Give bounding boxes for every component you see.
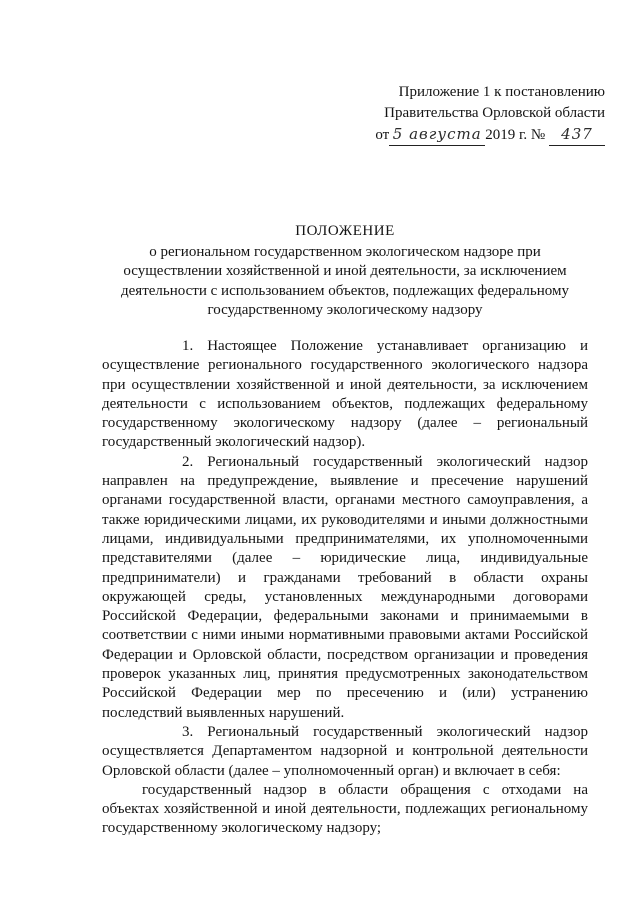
handwritten-date: 5 августа	[389, 124, 485, 146]
handwritten-number: 437	[549, 124, 605, 146]
paragraph	[102, 453, 588, 723]
paragraph-text: государственный надзор в области обращения с отходами на объектах хозяйственной и иной деятельности, подлежащих региональному государственному экологическому надзору;	[102, 781, 588, 837]
title-line-4: государственному экологическому надзору	[207, 302, 483, 318]
year-suffix: 2019 г. №	[485, 127, 546, 143]
document-body	[102, 337, 588, 839]
title-line-2: осуществлении хозяйственной и иной деятельности, за исключением	[123, 263, 567, 279]
title-line-1: о региональном государственном экологическом надзоре при	[149, 243, 541, 260]
title-heading: ПОЛОЖЕНИЕ	[295, 223, 395, 239]
paragraph-text: Региональный государственный экологический надзор направлен на предупреждение, выявление и пресечение нарушений органами государственной власти, органами местного самоуправления, а также юридическими лицами, их руководителями и иными должностными лицами, индивидуальными предпринимателями, их уполномоченными представителями (далее – юридические лица, индивидуальные предприниматели) и гражданами требований в области охраны окружающей среды, установленных международными договорами Российской Федерации, федеральными законами и принимаемыми в соответствии с ними иными нормативными правовыми актами Российской Федерации и Орловской области, посредством организации и проведения проверок указанных лиц, принятия предусмотренных законодательством Российской Федерации мер по пресечению и (или) устранению последствий выявленных нарушений.	[102, 453, 588, 721]
appendix-line-1: Приложение 1 к постановлению	[398, 84, 605, 100]
date-prefix: от	[375, 127, 390, 143]
appendix-line-2: Правительства Орловской области	[384, 105, 605, 121]
paragraph-text: Настоящее Положение устанавливает организацию и осуществление регионального государственного экологического надзора при осуществлении хозяйственной и иной деятельности, за исключением деятельности с использованием объектов, подлежащих федеральному государственному экологическому надзору (далее – региональный государственный экологический надзор).	[102, 338, 588, 451]
paragraph-number: 2.	[182, 453, 194, 470]
paragraph	[102, 337, 588, 453]
paragraph	[102, 723, 588, 781]
paragraph-text: Региональный государственный экологический надзор осуществляется Департаментом надзорной и контрольной деятельности Орловской области (далее – уполномоченный орган) и включает в себя:	[102, 723, 588, 779]
paragraph-number: 3.	[182, 723, 194, 740]
title-line-3: деятельности с использованием объектов, подлежащих федеральному	[121, 282, 569, 299]
appendix-date-line	[375, 124, 605, 146]
paragraph	[102, 781, 588, 839]
document-title	[100, 222, 590, 321]
paragraph-number: 1.	[182, 338, 194, 354]
appendix-header	[375, 82, 605, 146]
